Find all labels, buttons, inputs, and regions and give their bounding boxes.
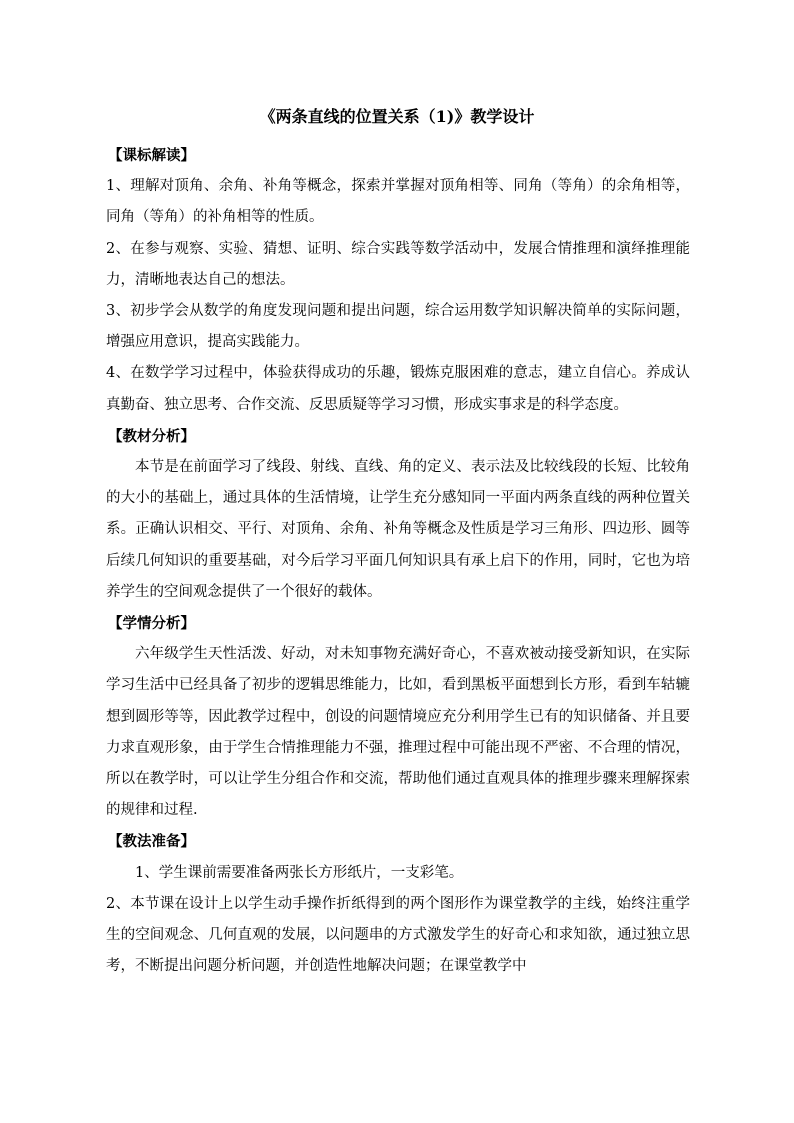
section-heading: 【学情分析】 [108,615,195,633]
section-heading: 【课标解读】 [108,147,195,164]
document-body [106,140,690,982]
section-student-analysis [106,608,690,826]
document-title: 《两条直线的位置关系（1)》教学设计 [259,107,535,126]
section-heading: 【教法准备】 [108,833,195,851]
section-curriculum-interpretation [106,140,690,421]
section-teaching-preparation [106,826,690,982]
paragraph: 六年级学生天性活泼、好动，对未知事物充满好奇心，不喜欢被动接受新知识，在实际学习生活中已经具备了初步的逻辑思维能力，比如，看到黑板平面想到长方形，看到车轱辘想到圆形等等，因此教学过程中，创设的问题情境应充分利用学生已有的知识储备、并且要力求直观形象，由于学生合情推理能力不强，推理过程中可能出现不严密、不合理的情况，所以在教学时，可以让学生分组合作和交流，帮助他们通过直观具体的推理步骤来理解探索的规律和过程. [106,646,690,819]
paragraph: 2、本节课在设计上以学生动手操作折纸得到的两个图形作为课堂教学的主线，始终注重学生的空间观念、几何直观的发展，以问题串的方式激发学生的好奇心和求知欲，通过独立思考，不断提出问题分析问题，并创造性地解决问题；在课堂教学中 [106,895,690,975]
paragraph: 本节是在前面学习了线段、射线、直线、角的定义、表示法及比较线段的长短、比较角的大小的基础上，通过具体的生活情境，让学生充分感知同一平面内两条直线的两种位置关系。正确认识相交、平行、对顶角、余角、补角等概念及性质是学习三角形、四边形、圆等后续几何知识的重要基础，对今后学习平面几何知识具有承上启下的作用，同时，它也为培养学生的空间观念提供了一个很好的载体。 [106,459,690,600]
paragraph: 4、在数学学习过程中，体验获得成功的乐趣，锻炼克服困难的意志，建立自信心。养成认真勤奋、独立思考、合作交流、反思质疑等学习习惯，形成实事求是的科学态度。 [106,365,690,413]
paragraph: 1、学生课前需要准备两张长方形纸片，一支彩笔。 [135,864,464,881]
paragraph: 2、在参与观察、实验、猜想、证明、综合实践等数学活动中，发展合情推理和演绎推理能力，清晰地表达自己的想法。 [106,240,690,288]
section-textbook-analysis [106,421,690,608]
paragraph: 1、理解对顶角、余角、补角等概念，探索并掌握对顶角相等、同角（等角）的余角相等，同角（等角）的补角相等的性质。 [106,178,690,226]
paragraph: 3、初步学会从数学的角度发现问题和提出问题，综合运用数学知识解决简单的实际问题，增强应用意识，提高实践能力。 [106,303,690,351]
section-heading: 【教材分析】 [108,427,195,445]
